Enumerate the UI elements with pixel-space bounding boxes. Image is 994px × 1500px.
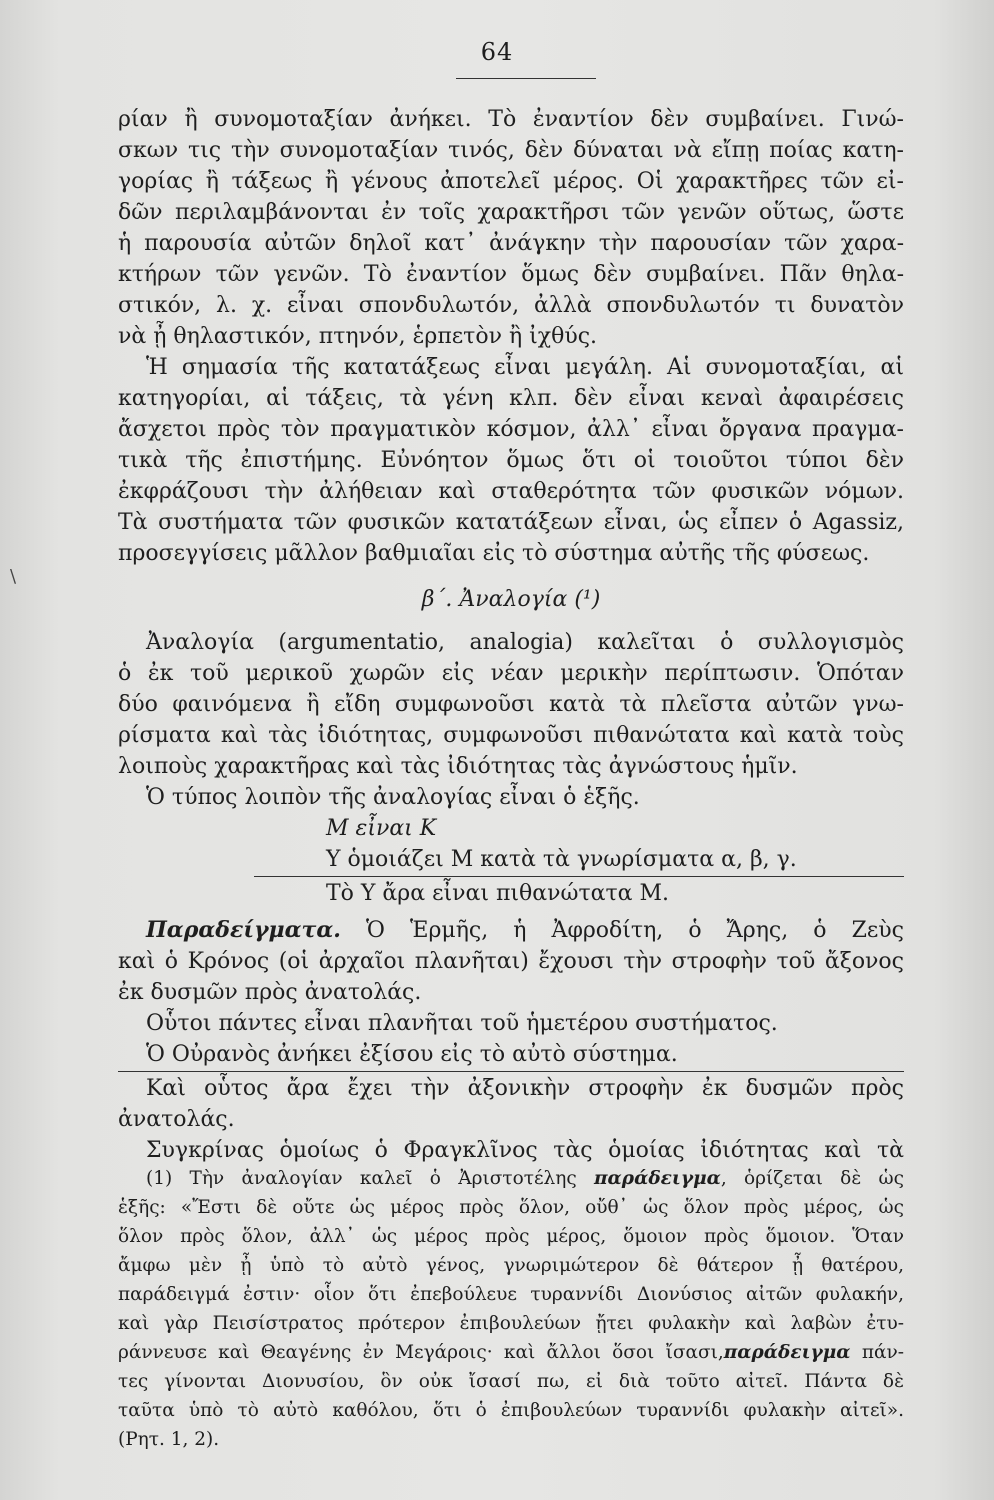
footnote-text: ράννευσε καὶ Θεαγένης ἐν Μεγάροις· καὶ ἄλλοι ὅσοι ἴσασι, xyxy=(118,1342,724,1363)
text-line: ὁ ἐκ τοῦ μερικοῦ χωρῶν εἰς νέαν μερικὴν περίπτωσιν. Ὁπόταν xyxy=(118,661,904,686)
text-line: ρίαν ἢ συνομοταξίαν ἀνήκει. Τὸ ἐναντίον δὲν συμβαίνει. Γινώ- xyxy=(118,107,904,132)
text-line: κατηγορίαι, αἱ τάξεις, τὰ γένη κλπ. δὲν εἶναι κεναὶ ἀφαιρέσεις xyxy=(118,386,904,411)
text-line: ἡ παρουσία αὐτῶν δηλοῖ κατ᾽ ἀνάγκην τὴν παρουσίαν τῶν χαρα- xyxy=(118,231,904,256)
text-line: γορίας ἢ τάξεως ἢ γένους ἀποτελεῖ μέρος. Οἱ χαρακτῆρες τῶν εἰ- xyxy=(118,169,904,194)
formula-conclusion: Τὸ Υ ἄρα εἶναι πιθανώτατα Μ. xyxy=(326,881,670,906)
section-heading: β΄. Ἀναλογία (¹) xyxy=(421,587,601,612)
main-text xyxy=(118,104,904,1166)
text-line: δῶν περιλαμβάνονται ἐν τοῖς χαρακτῆρσι τῶν γενῶν οὕτως, ὥστε xyxy=(118,200,904,225)
formula-premise-2: Υ ὁμοιάζει Μ κατὰ τὰ γνωρίσματα α, β, γ. xyxy=(326,847,797,872)
stray-mark: \ xyxy=(10,566,17,587)
footnote-line: ταῦτα ὑπὸ τὸ αὐτὸ καθόλου, ὅτι ὁ ἐπιβουλεύων τυραννίδι φυλακὴν αἰτεῖ». xyxy=(118,1400,904,1421)
footnote-text: πάν- xyxy=(850,1342,904,1363)
text-line: Ὁ Οὐρανὸς ἀνήκει ἐξίσου εἰς τὸ αὐτὸ σύστημα. xyxy=(146,1042,678,1067)
footnote-line: παράδειγμά ἐστιν· οἷον ὅτι ἐπεβούλευε τυραννίδι Διονύσιος αἰτῶν φυλακήν, xyxy=(118,1284,904,1305)
footnote-line: ἄμφω μὲν ᾖ ὑπὸ τὸ αὐτὸ γένος, γνωριμώτερον δὲ θάτερον ᾖ θατέρου, xyxy=(118,1255,904,1276)
text-line: λοιποὺς χαρακτῆρας καὶ τὰς ἰδιότητας τὰς ἀγνώστους ἡμῖν. xyxy=(118,754,798,779)
text-line: ἀνατολάς. xyxy=(118,1107,235,1132)
footnote-text: (1) Τὴν ἀναλογίαν καλεῖ ὁ Ἀριστοτέλης xyxy=(146,1168,577,1189)
examples-label: Παραδείγματα. xyxy=(146,917,341,943)
page-number: 64 xyxy=(480,38,514,66)
text-line: ἄσχετοι πρὸς τὸν πραγματικὸν κόσμον, ἀλλ᾽ εἶναι ὄργανα πραγμα- xyxy=(118,417,904,442)
text-line: στικόν, λ. χ. εἶναι σπονδυλωτόν, ἀλλὰ σπονδυλωτόν τι δυνατὸν xyxy=(118,293,904,318)
footnote-term: παράδειγμα xyxy=(723,1342,851,1363)
text-line: Καὶ οὗτος ἄρα ἔχει τὴν ἀξονικὴν στροφὴν ἐκ δυσμῶν πρὸς xyxy=(146,1076,904,1101)
text-line: δύο φαινόμενα ἢ εἴδη συμφωνοῦσι κατὰ τὰ πλεῖστα αὐτῶν γνω- xyxy=(118,692,904,717)
text-line: καὶ ὁ Κρόνος (οἱ ἀρχαῖοι πλανῆται) ἔχουσι τὴν στροφὴν τοῦ ἄξονος xyxy=(118,949,904,974)
text-line: τικὰ τῆς ἐπιστήμης. Εὐνόητον ὅμως ὅτι οἱ τοιοῦτοι τύποι δὲν xyxy=(118,448,904,473)
footnote-line: ὅλον πρὸς ὅλον, ἀλλ᾽ ὡς μέρος πρὸς μέρος, ὅμοιον πρὸς ὅμοιον. Ὅταν xyxy=(118,1226,904,1247)
text-line: Ἡ σημασία τῆς κατατάξεως εἶναι μεγάλη. Αἱ συνομοταξίαι, αἱ xyxy=(146,355,904,380)
formula-premise-1: Μ εἶναι Κ xyxy=(326,816,437,841)
text-line: Οὗτοι πάντες εἶναι πλανῆται τοῦ ἡμετέρου συστήματος. xyxy=(146,1011,778,1036)
footnote-line: τες γίνονται Διονυσίου, ὃν οὐκ ἴσασί πω, εἰ διὰ τοῦτο αἰτεῖ. Πάντα δὲ xyxy=(118,1371,904,1392)
footnote-line: ἑξῆς: «Ἔστι δὲ οὔτε ὡς μέρος πρὸς ὅλον, οὔθ᾽ ὡς ὅλον πρὸς μέρος, ὡς xyxy=(118,1197,904,1218)
formula-rule xyxy=(254,876,904,877)
page-number-rule xyxy=(456,78,596,79)
footnote-line xyxy=(118,1164,904,1193)
footnote-text: , ὁρίζεται δὲ ὡς xyxy=(720,1168,904,1189)
text-line: κτήρων τῶν γενῶν. Τὸ ἐναντίον ὅμως δὲν συμβαίνει. Πᾶν θηλα- xyxy=(118,262,904,287)
footnote-line xyxy=(118,1338,904,1367)
footnote-line: (Ρητ. 1, 2). xyxy=(118,1429,220,1450)
text-line: νὰ ᾖ θηλαστικόν, πτηνόν, ἑρπετὸν ἢ ἰχθύς. xyxy=(118,324,598,349)
text-line: ἐκ δυσμῶν πρὸς ἀνατολάς. xyxy=(118,980,422,1005)
text-line: Ἀναλογία (argumentatio, analogia) καλεῖται ὁ συλλογισμὸς xyxy=(146,630,904,655)
footnote xyxy=(118,1164,904,1454)
examples-line-rest: Ὁ Ἑρμῆς, ἡ Ἀφροδίτη, ὁ Ἄρης, ὁ Ζεὺς xyxy=(366,918,904,943)
examples-line xyxy=(118,915,904,946)
text-line: ἐκφράζουσι τὴν ἀλήθειαν καὶ σταθερότητα τῶν φυσικῶν νόμων. xyxy=(118,479,904,504)
text-line: Συγκρίνας ὁμοίως ὁ Φραγκλῖνος τὰς ὁμοίας ἰδιότητας καὶ τὰ xyxy=(146,1138,904,1163)
examples-rule xyxy=(118,1071,904,1072)
text-line: προσεγγίσεις μᾶλλον βαθμιαῖαι εἰς τὸ σύστημα αὐτῆς τῆς φύσεως. xyxy=(118,541,870,566)
text-line: Ὁ τύπος λοιπὸν τῆς ἀναλογίας εἶναι ὁ ἑξῆς. xyxy=(146,785,640,810)
footnote-line: καὶ γὰρ Πεισίστρατος πρότερον ἐπιβουλεύων ᾔτει φυλακὴν καὶ λαβὼν ἐτυ- xyxy=(118,1313,904,1334)
text-line: Τὰ συστήματα τῶν φυσικῶν κατατάξεων εἶναι, ὡς εἶπεν ὁ Agassiz, xyxy=(118,510,904,535)
footnote-term: παράδειγμα xyxy=(594,1168,721,1189)
text-line: ρίσματα καὶ τὰς ἰδιότητας, συμφωνοῦσι πιθανώτατα καὶ κατὰ τοὺς xyxy=(118,723,904,748)
text-line: σκων τις τὴν συνομοταξίαν τινός, δὲν δύναται νὰ εἴπῃ ποίας κατη- xyxy=(118,138,904,163)
